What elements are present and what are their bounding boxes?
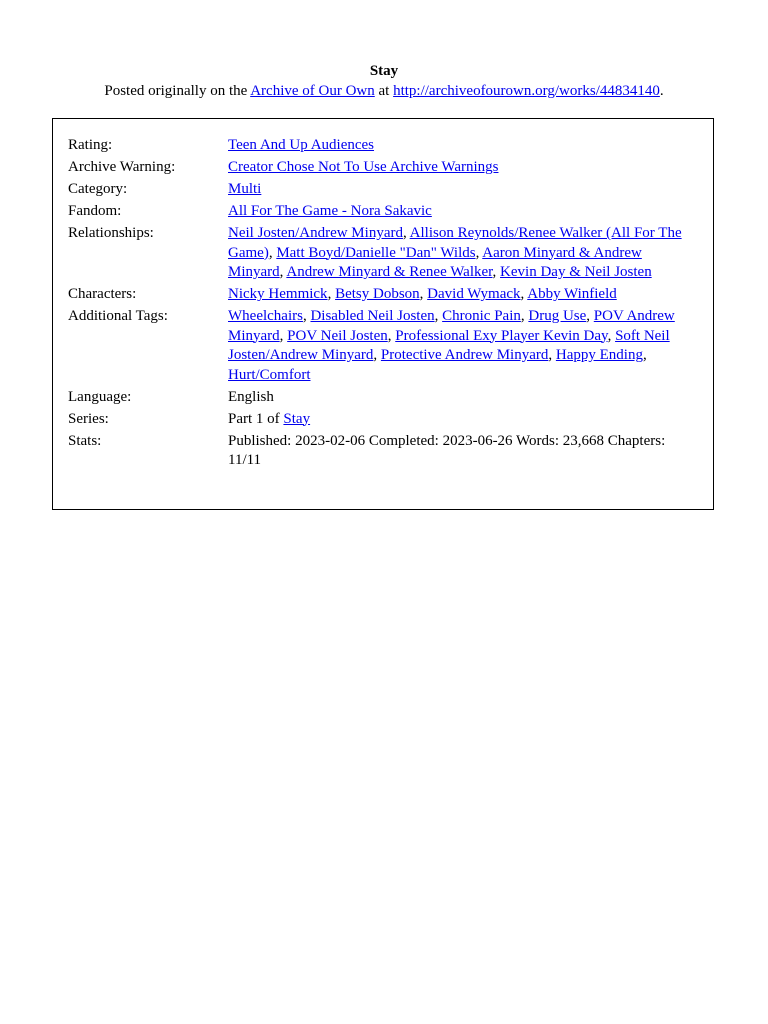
- series-prefix: Part 1 of: [228, 410, 284, 427]
- tags-value: Wheelchairs, Disabled Neil Josten, Chronic Pain, Drug Use, POV Andrew Minyard, POV Neil Josten, Professional Exy Player Kevin Day, Soft Neil Josten/Andrew Minyard, Protective Andrew Minyard, Happy Ending, Hurt/Comfort: [228, 308, 675, 383]
- character-link[interactable]: Betsy Dobson: [335, 286, 420, 302]
- relationships-label: Relationships:: [68, 225, 154, 241]
- relationship-link[interactable]: Neil Josten/Andrew Minyard: [228, 225, 403, 241]
- stats-row: [68, 432, 698, 474]
- character-link[interactable]: Abby Winfield: [527, 286, 617, 302]
- fandom-label: Fandom:: [68, 203, 122, 219]
- fandom-link[interactable]: All For The Game - Nora Sakavic: [228, 203, 432, 219]
- series-label: Series:: [68, 410, 109, 427]
- relationships-value: Neil Josten/Andrew Minyard, Allison Reynolds/Renee Walker (All For The Game), Matt Boyd/Danielle "Dan" Wilds, Aaron Minyard & Andrew Minyard, Andrew Minyard & Renee Walker, Kevin Day & Neil Josten: [228, 225, 682, 280]
- tag-link[interactable]: Chronic Pain: [442, 308, 521, 324]
- rating-label: Rating:: [68, 137, 113, 153]
- tag-link[interactable]: Hurt/Comfort: [228, 366, 311, 383]
- meta-box: [52, 118, 714, 510]
- character-link[interactable]: Nicky Hemmick: [228, 286, 328, 302]
- character-link[interactable]: David Wymack: [427, 286, 521, 302]
- tag-link[interactable]: Drug Use: [528, 308, 587, 324]
- category-link[interactable]: Multi: [228, 181, 262, 197]
- series-row: [68, 410, 698, 432]
- fandom-row: [68, 202, 698, 224]
- tag-link[interactable]: Soft Neil Josten/Andrew Minyard: [228, 327, 670, 363]
- relationship-link[interactable]: Andrew Minyard & Renee Walker: [286, 264, 493, 280]
- posted-prefix: Posted originally on the: [104, 83, 251, 99]
- stats-label: Stats:: [68, 432, 102, 449]
- tag-link[interactable]: Protective Andrew Minyard: [380, 347, 549, 363]
- characters-label: Characters:: [68, 286, 137, 302]
- characters-row: [68, 285, 698, 307]
- relationship-link[interactable]: Kevin Day & Neil Josten: [500, 264, 652, 280]
- category-value: [228, 180, 698, 202]
- series-value: [228, 410, 698, 432]
- relationship-link[interactable]: Aaron Minyard & Andrew Minyard: [228, 244, 642, 280]
- characters-value: Nicky Hemmick, Betsy Dobson, David Wymack, Abby Winfield: [228, 286, 617, 302]
- stats-value: Published: 2023-02-06 Completed: 2023-06-26 Words: 23,668 Chapters: 11/11: [228, 432, 666, 468]
- language-value: English: [228, 388, 274, 405]
- warning-link[interactable]: Creator Chose Not To Use Archive Warnings: [228, 159, 499, 175]
- tag-link[interactable]: Professional Exy Player Kevin Day: [395, 327, 608, 344]
- meta-table: [68, 136, 698, 473]
- tags-label: Additional Tags:: [68, 308, 168, 324]
- relationships-row: [68, 224, 698, 285]
- series-link[interactable]: Stay: [283, 410, 311, 427]
- posted-line: [0, 81, 768, 101]
- category-label: Category:: [68, 181, 128, 197]
- warning-row: [68, 158, 698, 180]
- language-label: Language:: [68, 388, 132, 405]
- tag-link[interactable]: Happy Ending: [555, 347, 643, 363]
- rating-link[interactable]: Teen And Up Audiences: [228, 137, 375, 153]
- posted-mid: at: [374, 83, 394, 99]
- language-row: [68, 388, 698, 410]
- rating-value: [228, 136, 698, 158]
- warning-label: Archive Warning:: [68, 159, 176, 175]
- tag-link[interactable]: POV Neil Josten: [287, 327, 388, 344]
- tags-row: [68, 307, 698, 388]
- archive-link[interactable]: Archive of Our Own: [250, 83, 375, 99]
- tag-link[interactable]: POV Andrew Minyard: [228, 308, 675, 344]
- relationship-link[interactable]: Matt Boyd/Danielle "Dan" Wilds: [276, 244, 476, 261]
- relationship-link[interactable]: Allison Reynolds/Renee Walker (All For The Game): [228, 225, 682, 261]
- work-title: Stay: [369, 63, 399, 79]
- tag-link[interactable]: Wheelchairs: [228, 308, 303, 324]
- rating-row: [68, 136, 698, 158]
- posted-suffix: .: [659, 83, 664, 99]
- work-url-link[interactable]: http://archiveofourown.org/works/44834140: [393, 83, 660, 99]
- fandom-value: [228, 202, 698, 224]
- tag-link[interactable]: Disabled Neil Josten: [310, 308, 435, 324]
- warning-value: [228, 158, 698, 180]
- category-row: [68, 180, 698, 202]
